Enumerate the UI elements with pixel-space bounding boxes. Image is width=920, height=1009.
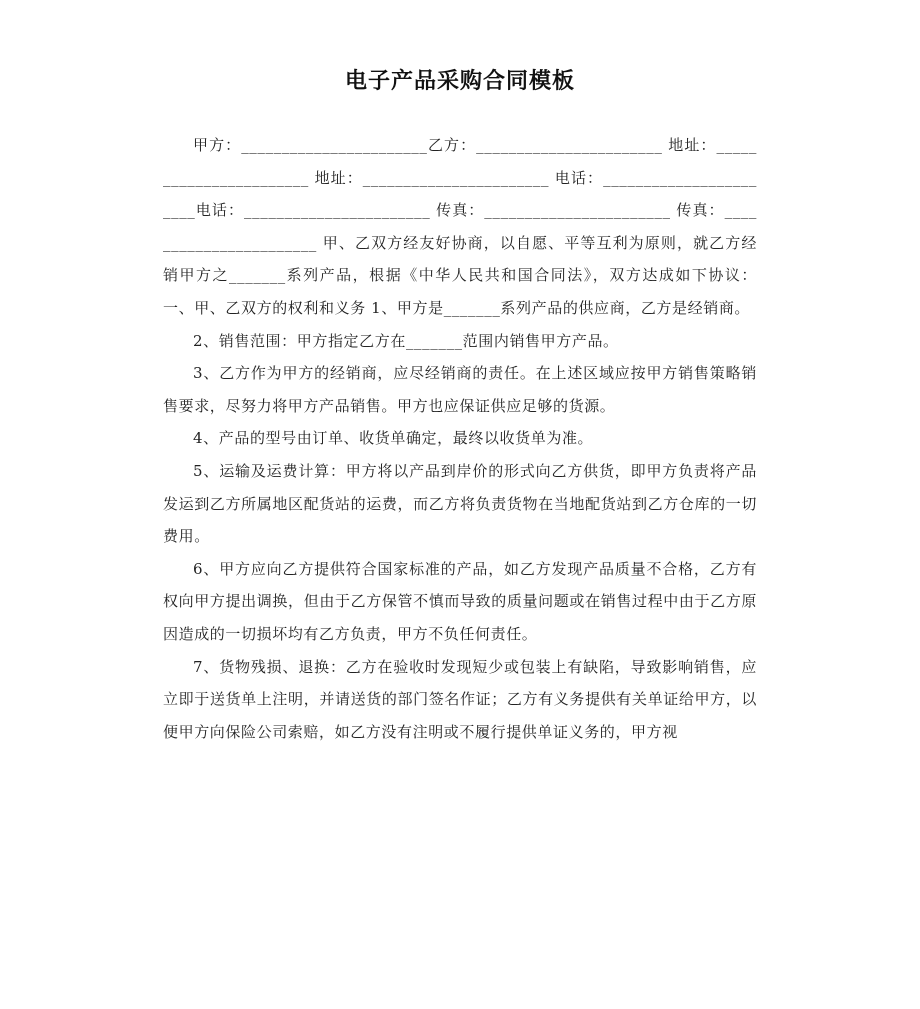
paragraph-shipping-cost: 5、运输及运费计算：甲方将以产品到岸价的形式向乙方供货，即甲方负责将产品发运到乙方所属地区配货站的运费，而乙方将负责货物在当地配货站到乙方仓库的一切费用。: [163, 461, 757, 546]
paragraph-product-model: 4、产品的型号由订单、收货单确定，最终以收货单为准。: [193, 429, 594, 448]
document-title: 电子产品采购合同模板: [344, 69, 575, 94]
paragraph-damage-return: 7、货物残损、退换：乙方在验收时发现短少或包装上有缺陷，导致影响销售，应立即于送货单上注明，并请送货的部门签名作证；乙方有义务提供有关单证给甲方，以便甲方向保险公司索赔，如乙方没有注明或不履行提供单证义务的，甲方视: [163, 657, 757, 741]
paragraph-quality-standard: 6、甲方应向乙方提供符合国家标准的产品，如乙方发现产品质量不合格，乙方有权向甲方提出调换，但由于乙方保管不慎而导致的质量问题或在销售过程中由于乙方原因造成的一切损坏均有乙方负责，甲方不负任何责任。: [163, 559, 757, 643]
paragraph-distributor-duty: 3、乙方作为甲方的经销商，应尽经销商的责任。在上述区域应按甲方销售策略销售要求，尽努力将甲方产品销售。甲方也应保证供应足够的货源。: [163, 364, 757, 415]
paragraph-parties-and-intro: 甲方：_______________________乙方：_______________________ 地址：_______________________ 地址：_______________________ 电话：_______________________电话：_______________________ 传真：_______________________ 传真：_______________________ 甲、乙双方经友好协商，以自愿、平等互利为原则，就乙方经销甲方之_______系列产品，根据《中华人民共和国合同法》，双方达成如下协议： 一、甲、乙双方的权利和义务 1、甲方是_______系列产品的供应商，乙方是经销商。: [163, 136, 757, 317]
document-body: [163, 129, 757, 748]
paragraph-sales-scope: 2、销售范围：甲方指定乙方在_______范围内销售甲方产品。: [193, 331, 619, 350]
